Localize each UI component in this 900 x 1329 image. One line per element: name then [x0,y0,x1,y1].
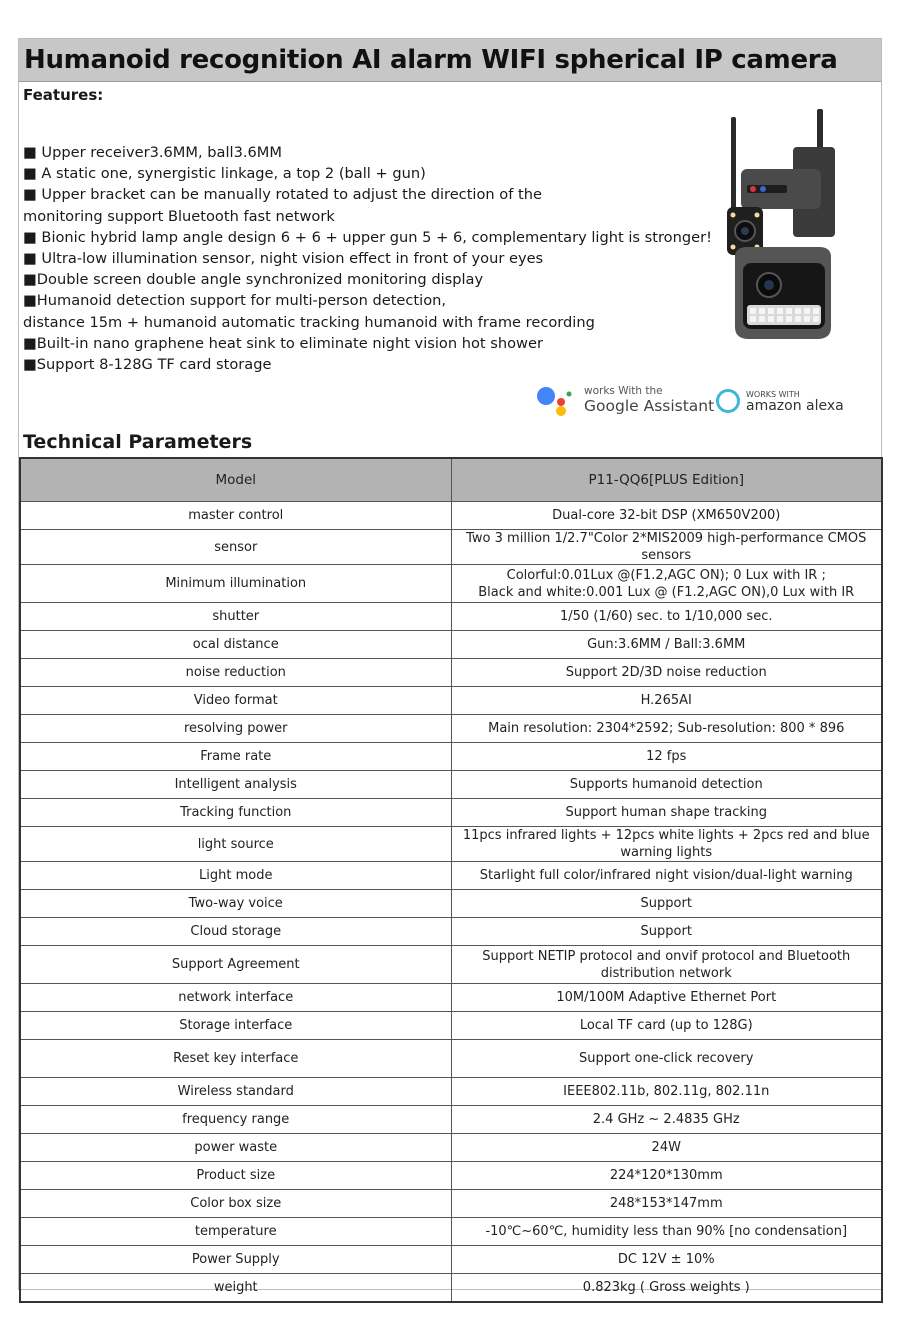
table-header-row [20,458,882,502]
spec-label: Tracking function [20,799,451,827]
spec-value [451,827,882,862]
spec-label: Cloud storage [20,918,451,946]
spec-value [451,565,882,603]
spec-label: Two-way voice [20,890,451,918]
spec-label: power waste [20,1134,451,1162]
table-row [20,743,882,771]
spec-value [451,984,882,1012]
table-row [20,946,882,984]
google-badge-caption: works With the [584,385,663,397]
spec-label: light source [20,827,451,862]
table-row [20,799,882,827]
spec-label: Reset key interface [20,1040,451,1078]
spec-label: Light mode [20,862,451,890]
spec-value [451,1274,882,1302]
table-row [20,715,882,743]
feature-item: distance 15m + humanoid automatic tracking humanoid with frame recording [23,313,595,331]
spec-label: frequency range [20,1106,451,1134]
spec-value-line: Black and white:0.001 Lux @ (F1.2,AGC ON),0 Lux with IR [478,584,855,600]
table-row [20,1134,882,1162]
spec-value [451,890,882,918]
spec-value [451,1218,882,1246]
spec-value-line: Support one-click recovery [579,1051,754,1066]
spec-value-line: Support [640,896,692,911]
spec-value [451,799,882,827]
spec-value [451,1246,882,1274]
spec-value [451,1162,882,1190]
table-row [20,603,882,631]
spec-value [451,631,882,659]
feature-item: ■Built-in nano graphene heat sink to eliminate night vision hot shower [23,334,543,352]
spec-value-line: Supports humanoid detection [569,777,763,792]
spec-value-line: DC 12V ± 10% [617,1252,715,1267]
spec-label: ocal distance [20,631,451,659]
spec-value-line: 12 fps [646,749,687,764]
spec-value [451,743,882,771]
features-heading: Features: [23,86,104,104]
table-row [20,984,882,1012]
alexa-badge-caption: WORKS WITH [746,390,800,399]
table-row [20,1162,882,1190]
table-row [20,565,882,603]
spec-label: Intelligent analysis [20,771,451,799]
feature-item: ■ Bionic hybrid lamp angle design 6 + 6 + upper gun 5 + 6, complementary light is stronger! [23,228,712,246]
title-bar [19,39,881,82]
spec-value-line: 24W [651,1140,681,1155]
spec-value [451,530,882,565]
spec-value-line: 10M/100M Adaptive Ethernet Port [556,990,777,1005]
amazon-alexa-badge [716,387,846,417]
table-row [20,1274,882,1302]
spec-value-line: Two 3 million 1/2.7"Color 2*MIS2009 high-performance CMOS sensors [466,531,867,563]
spec-label: temperature [20,1218,451,1246]
spec-value-line: -10℃~60℃, humidity less than 90% [no condensation] [485,1224,848,1239]
spec-value-line: Local TF card (up to 128G) [579,1018,753,1033]
table-row [20,1040,882,1078]
table-row [20,1218,882,1246]
spec-label: network interface [20,984,451,1012]
header-label: Model [20,458,451,502]
spec-label: Storage interface [20,1012,451,1040]
spec-value-line: Support 2D/3D noise reduction [565,665,767,680]
spec-value [451,603,882,631]
spec-table-body [20,502,882,1302]
header-value: P11-QQ6[PLUS Edition] [451,458,882,502]
spec-label: sensor [20,530,451,565]
spec-label: Support Agreement [20,946,451,984]
feature-item: ■ Upper receiver3.6MM, ball3.6MM [23,144,282,161]
spec-value [451,687,882,715]
table-row [20,890,882,918]
spec-value-line: Colorful:0.01Lux @(F1.2,AGC ON); 0 Lux with IR ; [506,567,826,583]
spec-value [451,1190,882,1218]
table-row [20,1078,882,1106]
spec-label: Power Supply [20,1246,451,1274]
spec-value [451,502,882,530]
spec-value-line: 2.4 GHz ~ 2.4835 GHz [592,1112,740,1127]
spec-value-line: Support [640,924,692,939]
spec-value-line: Starlight full color/infrared night vision/dual-light warning [479,868,853,883]
spec-value-line: Support NETIP protocol and onvif protocol and Bluetooth distribution network [482,948,851,981]
spec-label: weight [20,1274,451,1302]
google-badge-title: Google Assistant [584,397,715,415]
product-sheet [18,38,882,1295]
feature-item: ■ Ultra-low illumination sensor, night vision effect in front of your eyes [23,250,544,268]
spec-value-line: Main resolution: 2304*2592; Sub-resolution: 800 * 896 [488,721,845,736]
page-title: Humanoid recognition AI alarm WIFI spherical IP camera [24,45,838,75]
spec-value-line: H.265AI [640,693,692,708]
spec-value-line: 224*120*130mm [609,1168,723,1183]
spec-label: Frame rate [20,743,451,771]
spec-value [451,1106,882,1134]
table-row [20,687,882,715]
table-row [20,530,882,565]
spec-value [451,946,882,984]
features-list [23,142,712,375]
table-row [20,918,882,946]
spec-value [451,659,882,687]
spec-label: Wireless standard [20,1078,451,1106]
spec-value [451,1012,882,1040]
table-row [20,1190,882,1218]
table-row [20,631,882,659]
spec-value [451,1040,882,1078]
spec-value-line: Gun:3.6MM / Ball:3.6MM [587,637,746,652]
table-row [20,1012,882,1040]
spec-value [451,1078,882,1106]
spec-label: master control [20,502,451,530]
spec-label: noise reduction [20,659,451,687]
spec-value [451,1134,882,1162]
table-row [20,502,882,530]
feature-item: ■ Upper bracket can be manually rotated to adjust the direction of the [23,186,542,204]
camera-image [717,107,847,347]
feature-item: ■Humanoid detection support for multi-person detection, [23,292,447,310]
feature-item: ■Double screen double angle synchronized monitoring display [23,271,484,289]
spec-value-line: 11pcs infrared lights + 12pcs white lights + 2pcs red and blue warning lights [462,828,870,860]
alexa-icon [716,389,740,413]
spec-value [451,771,882,799]
spec-value [451,918,882,946]
table-row [20,1246,882,1274]
tech-params-heading: Technical Parameters [23,431,253,453]
spec-label: shutter [20,603,451,631]
spec-value [451,715,882,743]
table-row [20,827,882,862]
spec-label: Color box size [20,1190,451,1218]
table-row [20,1106,882,1134]
spec-value-line: Support human shape tracking [565,805,768,820]
spec-value-line: 248*153*147mm [609,1196,723,1211]
feature-item: ■ A static one, synergistic linkage, a top 2 (ball + gun) [23,165,426,183]
feature-item: monitoring support Bluetooth fast network [23,207,335,225]
google-assistant-icon [537,384,575,416]
spec-value-line: 0.823kg ( Gross weights ) [582,1279,750,1295]
spec-label: Product size [20,1162,451,1190]
spec-value-line: 1/50 (1/60) sec. to 1/10,000 sec. [560,609,773,624]
google-assistant-badge [537,381,717,415]
spec-label: Minimum illumination [20,565,451,603]
feature-item: ■Support 8-128G TF card storage [23,356,272,374]
alexa-badge-title: amazon alexa [746,398,844,414]
spec-label: Video format [20,687,451,715]
table-row [20,659,882,687]
table-row [20,862,882,890]
spec-value-line: IEEE802.11b, 802.11g, 802.11n [563,1084,770,1099]
spec-value-line: Dual-core 32-bit DSP (XM650V200) [552,508,781,523]
table-row [20,771,882,799]
spec-value [451,862,882,890]
spec-table [19,457,883,1303]
spec-label: resolving power [20,715,451,743]
